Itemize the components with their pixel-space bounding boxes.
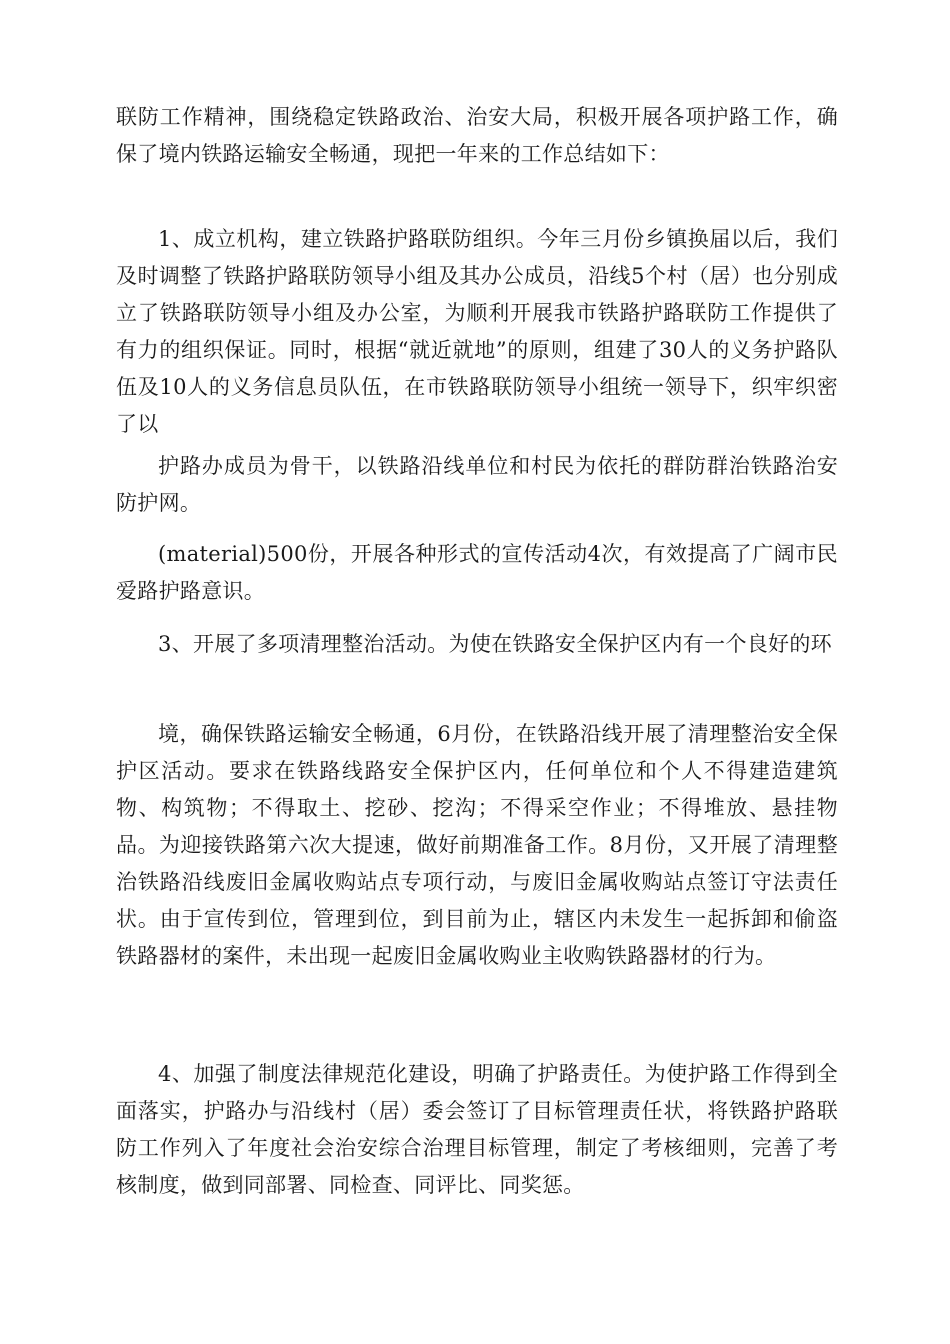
paragraph-regulations: 4、加强了制度法律规范化建设，明确了护路责任。为使护路工作得到全面落实，护路办与沿线村（居）委会签订了目标管理责任状，将铁路护路联防工作列入了年度社会治安综合治理目标管理，制定了考核细则，完善了考核制度，做到同部署、同检查、同评比、同奖惩。 xyxy=(116,1062,838,1197)
paragraph-publicity: (material)500份，开展各种形式的宣传活动4次，有效提高了广阔市民爱路护路意识。 xyxy=(116,542,838,603)
paragraph-organization: 1、成立机构，建立铁路护路联防组织。今年三月份乡镇换届以后，我们及时调整了铁路护路联防领导小组及其办公成员，沿线5个村（居）也分别成立了铁路联防领导小组及办公室，为顺利开展我市铁路护路联防工作提供了有力的组织保证。同时，根据“就近就地”的原则，组建了30人的义务护路队伍及10人的义务信息员队伍，在市铁路联防领导小组统一领导下，织牢织密了以 xyxy=(116,227,838,436)
paragraph-protection-network: 护路办成员为骨干，以铁路沿线单位和村民为依托的群防群治铁路治安防护网。 xyxy=(116,454,838,515)
paragraph-cleanup-heading: 3、开展了多项清理整治活动。为使在铁路安全保护区内有一个良好的环 xyxy=(158,632,832,656)
paragraph-intro: 联防工作精神，围绕稳定铁路政治、治安大局，积极开展各项护路工作，确保了境内铁路运输安全畅通，现把一年来的工作总结如下： xyxy=(116,105,838,166)
paragraph-cleanup-details: 境，确保铁路运输安全畅通，6月份，在铁路沿线开展了清理整治安全保护区活动。要求在铁路线路安全保护区内，任何单位和个人不得建造建筑物、构筑物；不得取土、挖砂、挖沟；不得采空作业；不得堆放、悬挂物品。为迎接铁路第六次大提速，做好前期准备工作。8月份，又开展了清理整治铁路沿线废旧金属收购站点专项行动，与废旧金属收购站点签订守法责任状。由于宣传到位，管理到位，到目前为止，辖区内未发生一起拆卸和偷盗铁路器材的案件，未出现一起废旧金属收购业主收购铁路器材的行为。 xyxy=(116,722,838,968)
